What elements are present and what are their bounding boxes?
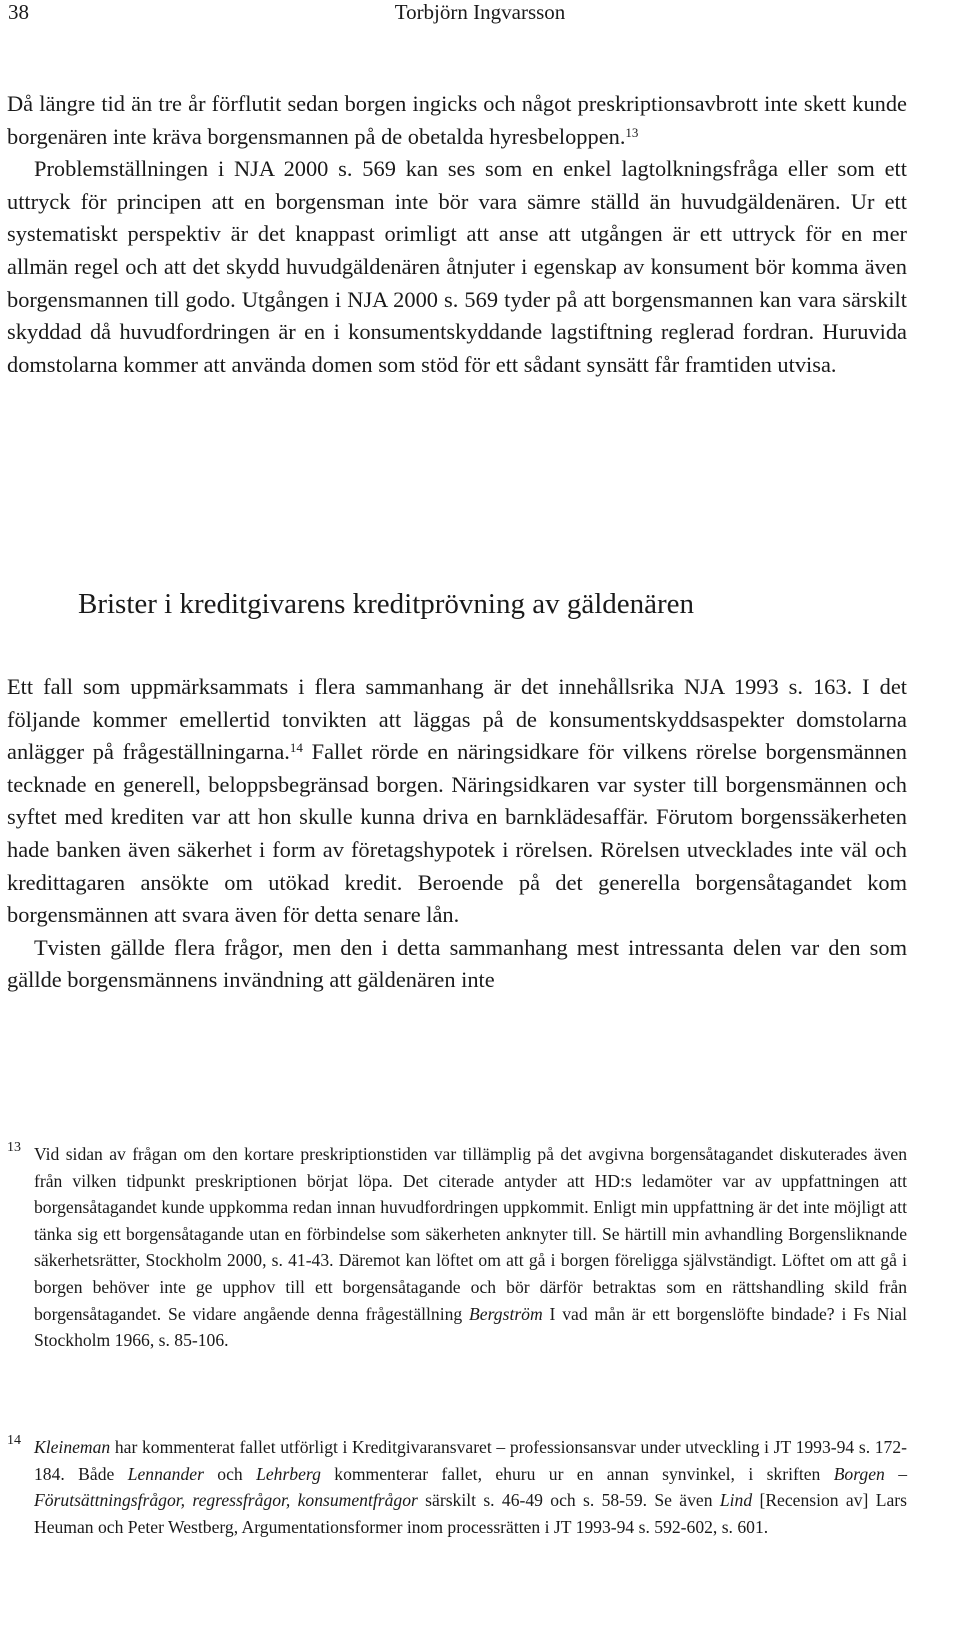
- footnote-text-part: och: [203, 1463, 257, 1484]
- paragraph-text: Fallet rörde en näringsidkare för vilkens rörelse borgensmännen tecknade en generell, beloppsbegränsad borgen. Näringsidkaren var syster till borgensmännen och syftet med krediten var att hon skulle kunna driva en barnklädesaffär. Förutom borgenssäkerheten hade banken även säkerhet i form av företagshypotek i rörelsen. Rörelsen utvecklades inte väl och kredittagaren ansökte om utökad kredit. Beroende på det generella borgensåtagandet kom borgensmännen att svara även för detta senare lån.: [7, 739, 908, 928]
- author-name: Lind: [719, 1490, 753, 1511]
- footnote-14: [7, 1434, 907, 1540]
- author-name: Lehrberg: [256, 1463, 321, 1484]
- author-name: Bergström: [469, 1303, 543, 1324]
- footnote-text-part: [Recension av] Lars Heuman och Peter Westberg, Argumentationsformer inom processrätten i JT 1993-94 s. 592-602, s. 601.: [34, 1490, 907, 1537]
- section-heading: Brister i kreditgivarens kreditprövning av gäldenären: [78, 588, 695, 620]
- footnote-text-part: kommenterar fallet, ehuru ur en annan synvinkel, i skriften: [320, 1463, 834, 1484]
- footnote-text: [34, 1141, 907, 1354]
- paragraph-text: Ett fall som uppmärksammats i flera sammanhang är det innehållsrika NJA 1993 s. 163. I det följande kommer emellertid tonvikten att läggas på de konsumentskyddsaspekter domstolarna anlägger på frågeställningarna.: [7, 674, 907, 765]
- footnote-number: 14: [7, 1433, 21, 1448]
- author-name: Kleineman: [34, 1437, 111, 1457]
- author-name: Lennander: [127, 1463, 204, 1484]
- page-number: 38: [8, 0, 29, 24]
- publication-title: Borgen – Förutsättningsfrågor, regressfrågor, konsumentfrågor: [34, 1463, 907, 1511]
- paragraph: [7, 671, 907, 932]
- footnote-text: [34, 1434, 907, 1540]
- footnote-ref-14[interactable]: 14: [289, 740, 303, 756]
- footnote-text-part: I vad mån är ett borgenslöfte bindade? i Fs Nial Stockholm 1966, s. 85-106.: [34, 1303, 907, 1351]
- section-text: [7, 671, 907, 997]
- intro-text: [7, 88, 907, 381]
- paragraph: Problemställningen i NJA 2000 s. 569 kan ses som en enkel lagtolkningsfråga eller som ett uttryck för principen att en borgensman inte bör vara sämre ställd än huvudgäldenären. Ur ett systematiskt perspektiv är det knappast orimligt att anse att utgången är ett uttryck för en mer allmän regel och att det skydd huvudgäldenären åtnjuter i egenskap av konsument bör komma även borgensmannen till godo. Utgången i NJA 2000 s. 569 tyder på att borgensmannen kan vara särskilt skyddad då huvudfordringen är en i konsumentskyddande lagstiftning reglerad fordran. Huruvida domstolarna kommer att använda domen som stöd för ett sådant synsätt får framtiden utvisa.: [7, 156, 907, 377]
- paragraph: Tvisten gällde flera frågor, men den i detta sammanhang mest intressanta delen var den som gällde borgensmännens invändning att gäldenären inte: [7, 934, 907, 993]
- footnote-text-part: har kommenterat fallet utförligt i Kreditgivaransvaret – professionsansvar under utveckling i JT 1993-94 s. 172-184. Både: [34, 1437, 907, 1484]
- paragraph: [7, 88, 907, 153]
- footnote-13: [7, 1141, 907, 1354]
- footnote-number: 13: [7, 1140, 21, 1155]
- running-head-author: Torbjörn Ingvarsson: [394, 0, 566, 24]
- footnote-text-part: Vid sidan av frågan om den kortare preskriptionstiden var tillämplig på det avgivna borgensåtagandet diskuterades även från vilken tidpunkt preskriptionen börjat löpa. Det citerade antyder att HD:s ledamöter var av uppfattningen att borgensåtagandet kunde uppkomma redan innan huvudfordringen uppkommit. Enligt min uppfattning är det inte möjligt att tänka sig ett borgensåtagande utan en förbindelse som säkerheten anknyter till. Se härtill min avhandling Borgensliknande säkerhetsrätter, Stockholm 2000, s. 41-43. Däremot kan löftet om att gå i borgen föreligga självständigt. Löftet om att gå i borgen behöver inte ge upphov till ett borgensåtagande och bör därför betraktas som en rättshandling skild från borgensåtagandet. Se vidare angående denna frågeställning: [34, 1144, 907, 1324]
- paragraph-text: Då längre tid än tre år förflutit sedan borgen ingicks och något preskriptionsavbrott inte skett kunde borgenären inte kräva borgensmannen på de obetalda hyresbeloppen.: [7, 91, 907, 149]
- footnote-ref-13[interactable]: 13: [625, 124, 639, 140]
- page-header: [0, 0, 960, 24]
- footnote-text-part: särskilt s. 46-49 och s. 58-59. Se även: [417, 1490, 720, 1511]
